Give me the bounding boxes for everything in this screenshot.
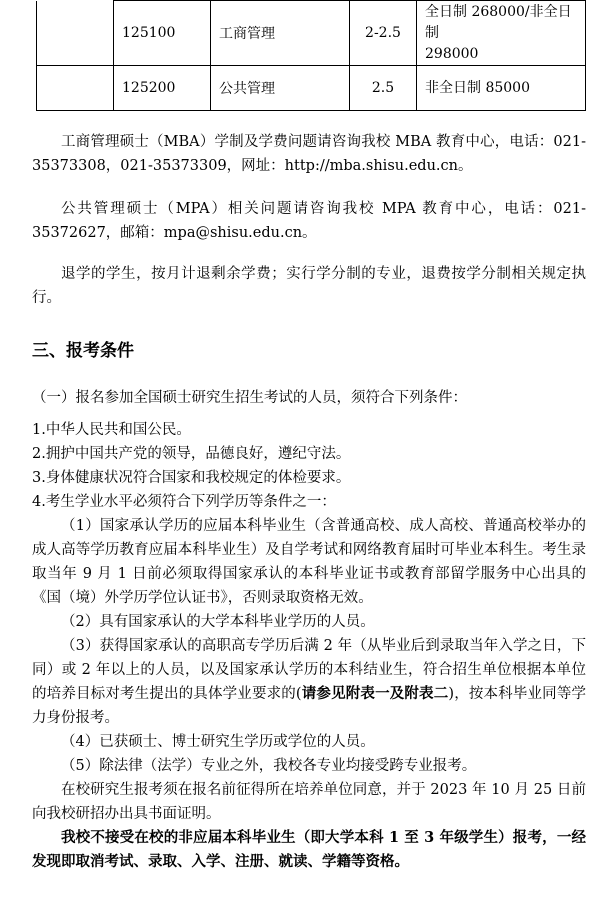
table-cell-fee [417,1,586,66]
education-condition-2: （2）具有国家承认的大学本科毕业学历的人员。 [61,614,375,630]
education-condition-5: （5）除法律（法学）专业之外，我校各专业均接受跨专业报考。 [61,758,477,774]
table-row [37,1,586,66]
condition-intro: （一）报名参加全国硕士研究生招生考试的人员，须符合下列条件： [32,390,467,406]
refund-note: 退学的学生，按月计退剩余学费；实行学分制的专业，退费按学分制相关规定执行。 [32,266,586,306]
fee-line: 全日制 268000/非全日制 [425,3,572,41]
condition-3-text-end: )，按本科毕业同等学力身份报考。 [32,686,587,726]
table-cell-code: 125200 [114,66,211,111]
condition-3-text: （3）获得国家承认的高职高专学历后满 2 年（从毕业后到录取当年入学之日，下同）或 2 年以上的人员，以及国家承认学历的本科结业生，符合招生单位根据本单位的培养目标对考生提出的具体学业要求的( [32,638,586,702]
table-cell-major: 公共管理 [211,66,350,111]
education-condition-3 [32,634,586,730]
education-condition-1: （1）国家承认学历的应届本科毕业生（含普通高校、成人高校、普通高校举办的成人高等学历教育应届本科毕业生）及自学考试和网络教育届时可毕业本科生。考生录取当年 9 月 1 日前必须取得国家承认的本科毕业证书或教育部留学服务中心出具的《国（境）外学历学位认证书》，否则录取资格无效。 [32,518,586,606]
table-cell-major: 工商管理 [211,1,350,66]
table-cell-blank [37,66,114,111]
table-row [37,66,586,111]
table-cell-fee: 非全日制 85000 [417,66,586,111]
mba-note: 工商管理硕士（MBA）学制及学费问题请咨询我校 MBA 教育中心，电话：021-35373308，021-35373309，网址：http://mba.shisu.edu.cn。 [32,134,586,174]
section-heading: 三、报考条件 [32,341,134,361]
table-cell-years: 2-2.5 [350,1,417,66]
mpa-note: 公共管理硕士（MPA）相关问题请咨询我校 MPA 教育中心，电话：021-35372627，邮箱：mpa@shisu.edu.cn。 [32,201,586,241]
education-condition-4: （4）已获硕士、博士研究生学历或学位的人员。 [61,734,375,750]
in-school-note: 在校研究生报考须在报名前征得所在培养单位同意，并于 2023 年 10 月 25 日前向我校研招办出具书面证明。 [32,782,586,822]
table-cell-code: 125100 [114,1,211,66]
condition-item: 2.拥护中国共产党的领导，品德良好，遵纪守法。 [32,446,351,462]
fee-line: 298000 [425,45,479,62]
table-cell-blank [37,1,114,66]
fee-table [36,0,586,111]
table-cell-years: 2.5 [350,66,417,111]
appendix-reference: 请参见附表一及附表二 [301,685,449,702]
condition-item: 3.身体健康状况符合国家和我校规定的体检要求。 [32,470,351,486]
warning-note: 我校不接受在校的非应届本科毕业生（即大学本科 1 至 3 年级学生）报考，一经发现即取消考试、录取、入学、注册、就读、学籍等资格。 [32,829,586,870]
condition-item: 4.考生学业水平必须符合下列学历等条件之一： [32,494,336,510]
condition-item: 1.中华人民共和国公民。 [32,422,191,438]
